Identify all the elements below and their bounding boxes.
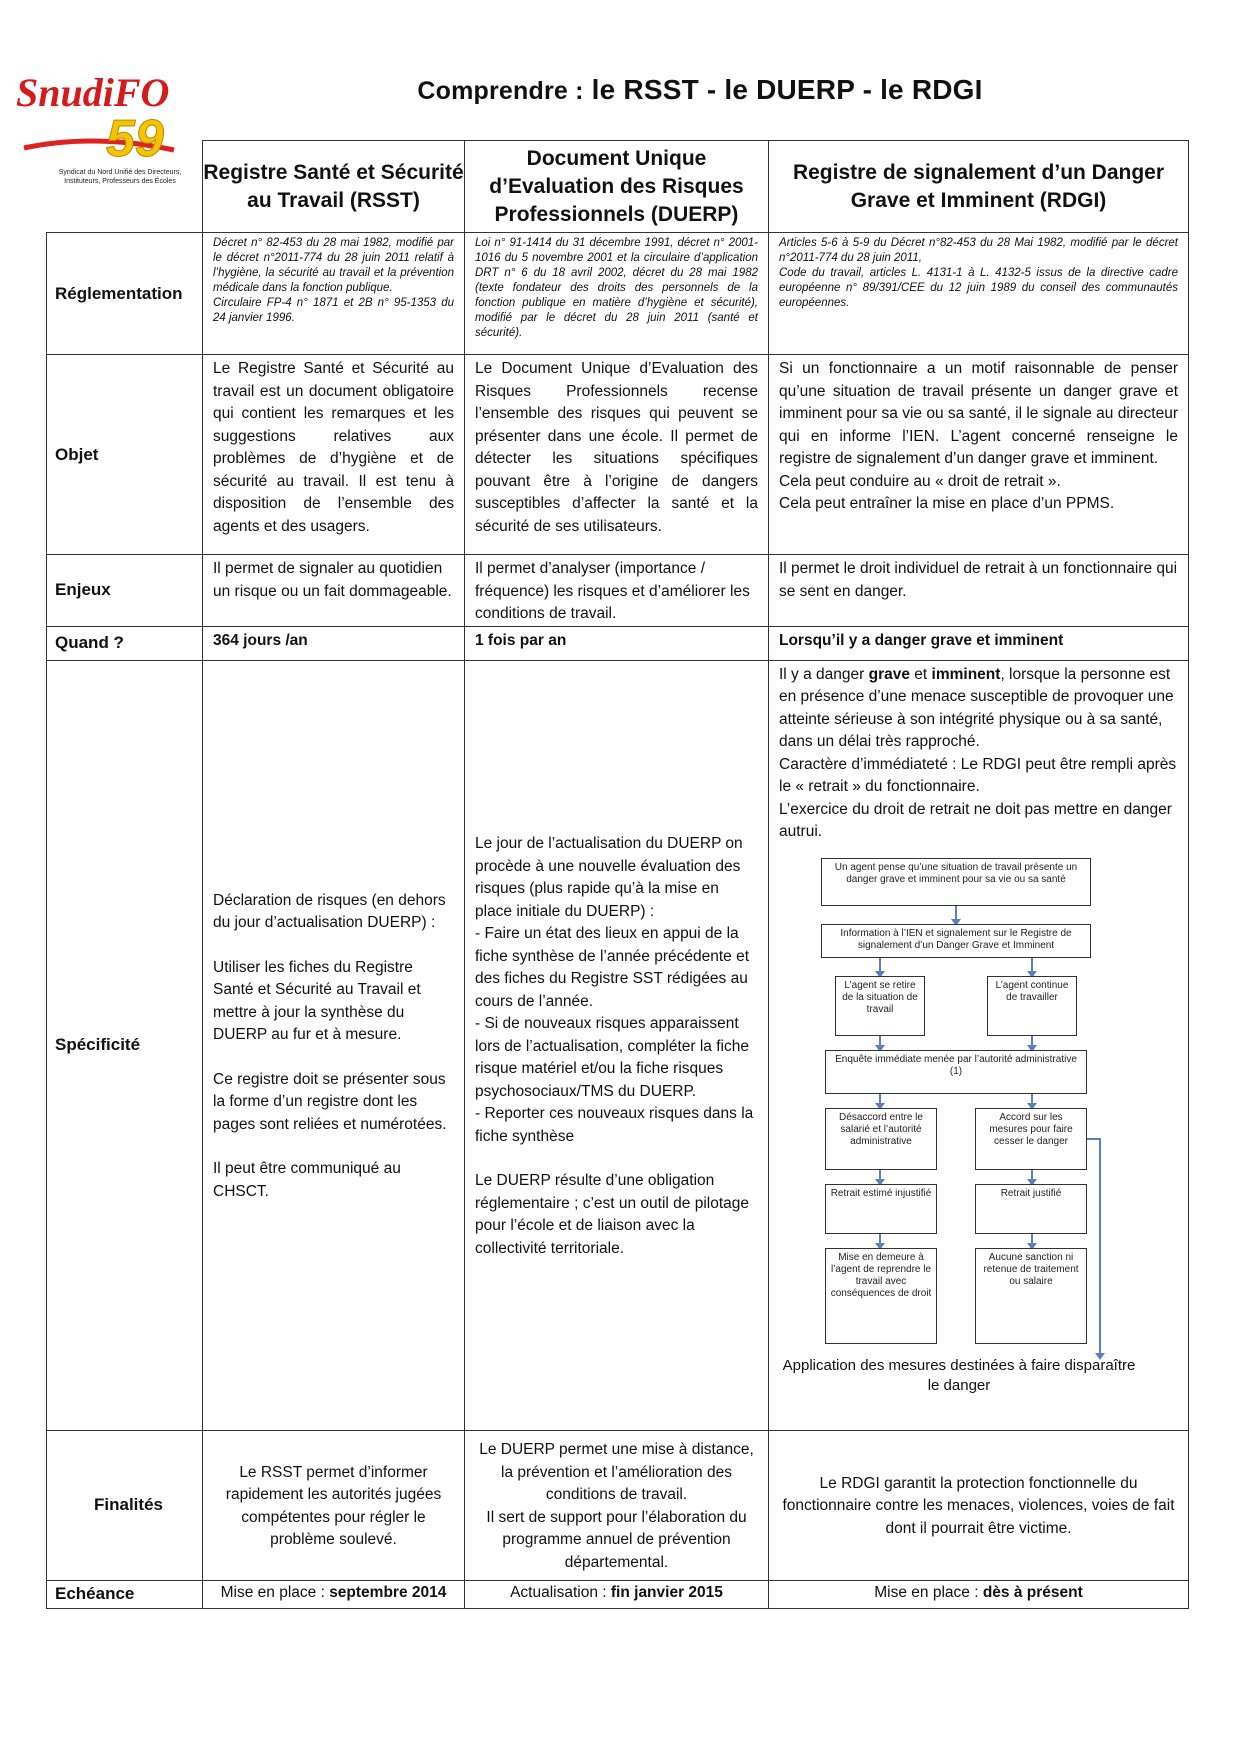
specificite-rdgi-immediatete: Caractère d’immédiateté : Le RDGI peut être rempli après le « retrait » du fonctionnaire. xyxy=(779,755,1177,795)
echeance-rsst xyxy=(203,1581,464,1605)
row-reglementation xyxy=(47,233,1189,355)
specificite-duerp xyxy=(465,830,768,1260)
enjeux-rsst: Il permet de signaler au quotidien un risque ou un fait dommageable. xyxy=(213,560,452,600)
flow-box-retrait-injustifie: Retrait estimé injustifié xyxy=(825,1184,937,1234)
specificite-rsst-p4: Il peut être communiqué au CHSCT. xyxy=(213,1160,401,1200)
flow-final-text: Application des mesures destinées à faire disparaître le danger xyxy=(782,1356,1136,1394)
flow-box-accord: Accord sur les mesures pour faire cesser le danger xyxy=(975,1108,1087,1170)
enjeux-rdgi: Il permet le droit individuel de retrait à un fonctionnaire qui se sent en danger. xyxy=(779,560,1178,600)
flow-box-desaccord: Désaccord entre le salarié et l’autorité administrative xyxy=(825,1108,937,1170)
flow-arrow xyxy=(1031,1170,1033,1180)
flow-arrow xyxy=(879,1036,881,1046)
echeance-duerp xyxy=(465,1581,768,1605)
column-header-rsst: Registre Santé et Sécurité au Travail (RSST) xyxy=(203,141,465,233)
finalites-duerp-p2: Il sert de support pour l’élaboration du programme annuel de prévention départemental. xyxy=(486,1508,747,1571)
flow-arrow xyxy=(955,906,957,920)
flow-arrow xyxy=(1031,1094,1033,1104)
echeance-rdgi xyxy=(769,1581,1188,1605)
objet-duerp: Le Document Unique d’Evaluation des Risques Professionnels recense l’ensemble des risques qui peuvent se présenter dans une école. Il permet de détecter les situations spécifiques pouvant être à l’origine de dangers susceptibles d’affecter la santé et la sécurité de ses utilisateurs. xyxy=(475,360,758,535)
logo-brand: SnudiFO xyxy=(16,70,170,115)
title-lead: Comprendre : xyxy=(417,77,584,105)
flow-arrow xyxy=(1031,1234,1033,1244)
flow-box-agent-pense: Un agent pense qu’une situation de travail présente un danger grave et imminent pour sa vie ou sa santé xyxy=(821,858,1091,906)
row-label-quand: Quand ? xyxy=(47,626,203,660)
row-specificite xyxy=(47,660,1189,1430)
logo-caption: Syndicat du Nord Unifié des Directeurs, Instituteurs, Professeurs des Écoles xyxy=(58,169,182,185)
finalites-rsst: Le RSST permet d’informer rapidement les autorités jugées compétentes pour régler le problème soulevé. xyxy=(225,1463,442,1548)
objet-rdgi-ppms: Cela peut entraîner la mise en place d’un PPMS. xyxy=(779,495,1115,512)
definition-imminent: imminent xyxy=(931,665,1001,683)
objet-rsst: Le Registre Santé et Sécurité au travail est un document obligatoire qui contient les remarques et les suggestions relatives aux problèmes de d’hygiène et de sécurité au travail. Il est tenu à disposition de l’ensemble des agents et des usagers. xyxy=(213,360,454,535)
definition-part: Il y a danger xyxy=(779,665,869,683)
logo-number: 59 xyxy=(106,110,164,168)
definition-part: et xyxy=(909,665,932,683)
reglementation-rdgi-code: Code du travail, articles L. 4131-1 à L. 4132-5 issus de la directive cadre européenne n° 89/391/CEE du 12 juin 1989 du conseil des communautés européennes. xyxy=(779,267,1178,309)
specificite-duerp-p4: - Reporter ces nouveaux risques dans la fiche synthèse xyxy=(475,1105,754,1145)
flow-box-enquete: Enquête immédiate menée par l’autorité administrative (1) xyxy=(825,1050,1087,1094)
droit-retrait-flowchart xyxy=(779,852,1139,1412)
objet-rdgi-text: Si un fonctionnaire a un motif raisonnable de penser qu’une situation de travail présente un danger grave et imminent pour sa vie ou sa santé, il le signale au directeur qui en informe l’IEN. L’agent concerné renseigne le registre de signalement d’un danger grave et imminent. xyxy=(779,360,1178,467)
definition-part: , lorsque la personne est en présence d’une menace susceptible de provoquer une atteinte sérieuse à son intégrité physique ou à sa santé, dans un délai très rapproché. xyxy=(779,665,1174,750)
flow-arrow xyxy=(879,1094,881,1104)
echeance-rdgi-date: dès à présent xyxy=(982,1583,1083,1601)
row-objet xyxy=(47,355,1189,555)
echeance-duerp-date: fin janvier 2015 xyxy=(610,1583,723,1601)
specificite-rsst-p2: Utiliser les fiches du Registre Santé et Sécurité au Travail et mettre à jour la synthèse du DUERP au fur et à mesure. xyxy=(213,958,421,1044)
specificite-rsst-p1: Déclaration de risques (en dehors du jour d’actualisation DUERP) : xyxy=(213,891,446,932)
specificite-rsst xyxy=(203,887,464,1204)
reglementation-rsst-text: Décret n° 82-453 du 28 mai 1982, modifié par le décret n°2011-774 du 28 juin 2011 relatif à l’hygiène, la sécurité au travail et la prévention médicale dans la fonction publique. xyxy=(213,237,454,294)
row-label-reglementation: Réglementation xyxy=(47,233,203,355)
specificite-rdgi-definition xyxy=(779,664,1178,754)
flow-arrow xyxy=(879,1234,881,1244)
row-label-enjeux: Enjeux xyxy=(47,555,203,627)
specificite-rdgi-autrui: L’exercice du droit de retrait ne doit pas mettre en danger autrui. xyxy=(779,800,1172,840)
echeance-duerp-label: Actualisation : xyxy=(510,1583,611,1601)
reglementation-rsst xyxy=(203,233,464,326)
page-title xyxy=(300,74,1100,106)
header-row xyxy=(47,141,1189,233)
comparison-table xyxy=(46,140,1189,1609)
quand-rsst: 364 jours /an xyxy=(213,631,308,649)
row-enjeux xyxy=(47,555,1189,627)
finalites-duerp-p1: Le DUERP permet une mise à distance, la prévention et l’amélioration des conditions de travail. xyxy=(479,1441,754,1503)
objet-rdgi-retrait: Cela peut conduire au « droit de retrait ». xyxy=(779,472,1061,490)
reglementation-rdgi xyxy=(769,233,1188,311)
specificite-duerp-p5: Le DUERP résulte d’une obligation réglementaire ; c’est un outil de pilotage pour l’école et de liaison avec la collectivité territoriale. xyxy=(475,1172,749,1257)
enjeux-duerp: Il permet d’analyser (importance / fréquence) les risques et d’améliorer les conditions de travail. xyxy=(475,560,750,622)
definition-grave: grave xyxy=(868,665,910,683)
flow-box-aucune-sanction: Aucune sanction ni retenue de traitement ou salaire xyxy=(975,1248,1087,1344)
row-label-finalites: Finalités xyxy=(47,1430,203,1580)
flow-arrow xyxy=(1031,1036,1033,1046)
finalites-rdgi: Le RDGI garantit la protection fonctionnelle du fonctionnaire contre les menaces, violences, voies de fait dont il pourrait être victime. xyxy=(782,1474,1175,1537)
flow-arrow xyxy=(1031,958,1033,972)
flow-arrow xyxy=(879,1170,881,1180)
flow-box-mise-en-demeure: Mise en demeure à l’agent de reprendre le travail avec conséquences de droit xyxy=(825,1248,937,1344)
objet-rdgi xyxy=(769,355,1188,516)
flow-arrow-to-final xyxy=(1099,1138,1101,1354)
row-finalites xyxy=(47,1430,1189,1580)
specificite-duerp-p1: Le jour de l’actualisation du DUERP on procède à une nouvelle évaluation des risques (plus rapide qu’à la mise en place initiale du DUERP) : xyxy=(475,835,743,920)
flow-box-information-ien: Information à l’IEN et signalement sur le Registre de signalement d’un Danger Grave et Imminent xyxy=(821,924,1091,958)
reglementation-duerp: Loi n° 91-1414 du 31 décembre 1991, décret n° 2001-1016 du 5 novembre 2001 et la circulaire d’application DRT n° 6 du 18 avril 2002, décret du 28 mai 1982 (texte fondateur des droits des personnels de la fonction publique en matière d’hygiène et sécurité), modifié par le décret du 28 juin 2011 (santé et sécurité). xyxy=(475,237,758,339)
flow-box-agent-se-retire: L’agent se retire de la situation de travail xyxy=(835,976,925,1036)
echeance-rdgi-label: Mise en place : xyxy=(874,1583,983,1601)
row-quand xyxy=(47,626,1189,660)
echeance-rsst-date: septembre 2014 xyxy=(329,1583,447,1601)
column-header-rdgi: Registre de signalement d’un Danger Grave et Imminent (RDGI) xyxy=(769,141,1189,233)
specificite-duerp-p3: - Si de nouveaux risques apparaissent lors de l’actualisation, compléter la fiche risque matériel et/ou la fiche risques psychosociaux/TMS du DUERP. xyxy=(475,1015,749,1100)
echeance-rsst-label: Mise en place : xyxy=(220,1583,330,1601)
finalites-duerp xyxy=(465,1436,768,1574)
column-header-duerp: Document Unique d’Evaluation des Risques Professionnels (DUERP) xyxy=(465,141,769,233)
row-label-objet: Objet xyxy=(47,355,203,555)
specificite-duerp-p2: - Faire un état des lieux en appui de la fiche synthèse de l’année précédente et des fiches du Registre SST rédigées au cours de l’année. xyxy=(475,925,750,1010)
specificite-rdgi xyxy=(769,661,1188,844)
row-label-echeance: Echéance xyxy=(47,1580,203,1608)
reglementation-rdgi-text: Articles 5-6 à 5-9 du Décret n°82-453 du 28 Mai 1982, modifié par le décret n°2011-774 du 28 juin 2011, xyxy=(779,237,1178,264)
quand-duerp: 1 fois par an xyxy=(475,631,567,649)
reglementation-rsst-circulaire: Circulaire FP-4 n° 1871 et 2B n° 95-1353 du 24 janvier 1996. xyxy=(213,297,454,324)
row-label-specificite: Spécificité xyxy=(47,660,203,1430)
flow-box-agent-continue: L’agent continue de travailler xyxy=(987,976,1077,1036)
title-rest: le RSST - le DUERP - le RDGI xyxy=(591,74,983,105)
row-echeance xyxy=(47,1580,1189,1608)
flow-arrow xyxy=(879,958,881,972)
quand-rdgi: Lorsqu’il y a danger grave et imminent xyxy=(779,631,1064,649)
flow-box-retrait-justifie: Retrait justifié xyxy=(975,1184,1087,1234)
specificite-rsst-p3: Ce registre doit se présenter sous la forme d’un registre dont les pages sont reliées et numérotées. xyxy=(213,1070,447,1133)
